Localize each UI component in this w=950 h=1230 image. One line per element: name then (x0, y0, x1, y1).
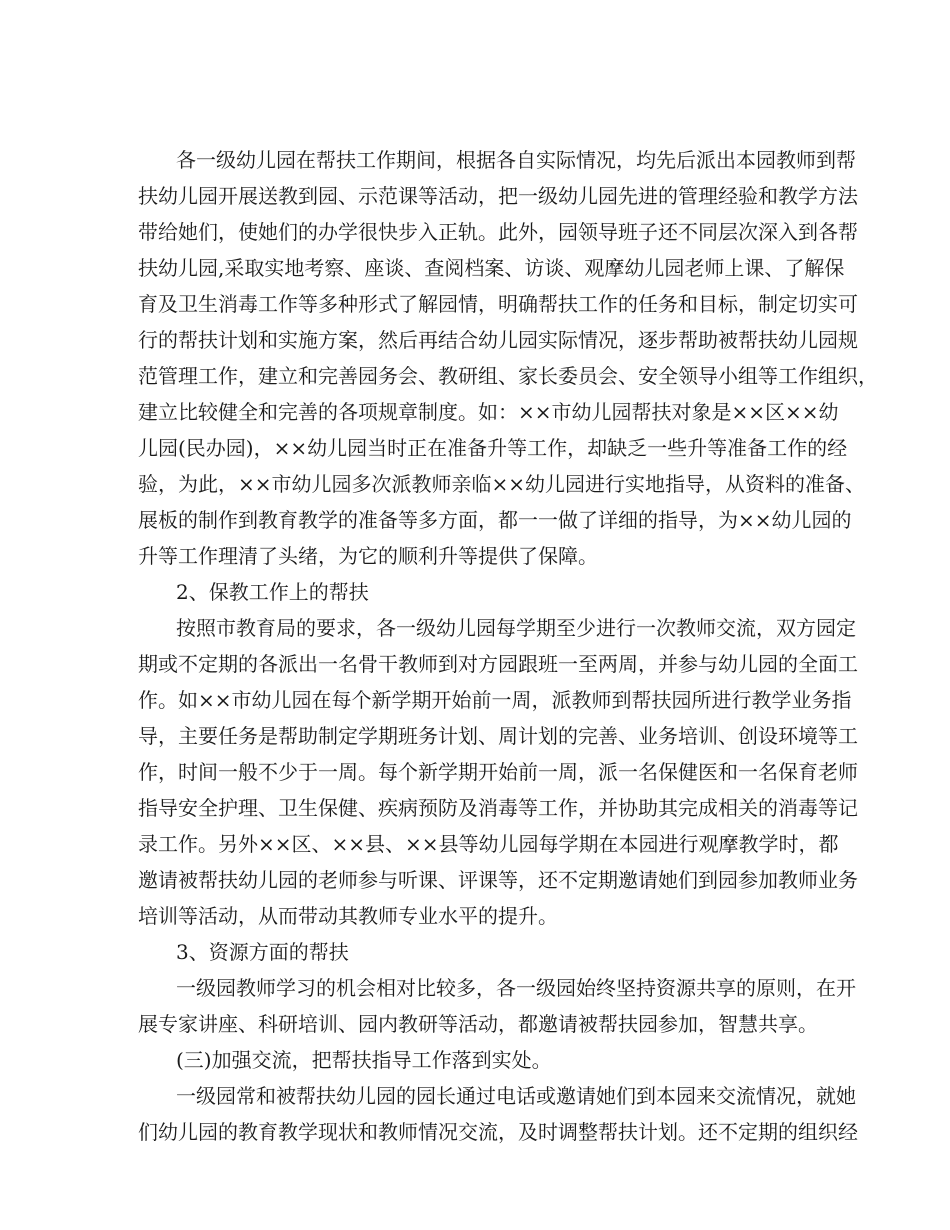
paragraph-line: 一级园教师学习的机会相对比较多，各一级园始终坚持资源共享的原则，在开 (176, 976, 856, 1000)
paragraph-line: 录工作。另外××区、××县、××县等幼儿园每学期在本园进行观摩教学时，都 (138, 832, 839, 856)
paragraph-line: 儿园(民办园)，××幼儿园当时正在准备升等工作，却缺乏一些升等准备工作的经 (138, 436, 848, 460)
paragraph-line: 各一级幼儿园在帮扶工作期间，根据各自实际情况，均先后派出本园教师到帮 (176, 148, 856, 172)
paragraph-line: 扶幼儿园,采取实地考察、座谈、查阅档案、访谈、观摩幼儿园老师上课、了解保 (138, 256, 845, 280)
paragraph-line: 一级园常和被帮扶幼儿园的园长通过电话或邀请她们到本园来交流情况，就她 (176, 1084, 856, 1108)
section-heading: (三)加强交流，把帮扶指导工作落到实处。 (176, 1048, 552, 1072)
paragraph-line: 升等工作理清了头绪，为它的顺利升等提供了保障。 (138, 544, 598, 568)
paragraph-line: 展专家讲座、科研培训、园内教研等活动，都邀请被帮扶园参加，智慧共享。 (138, 1012, 818, 1036)
paragraph-line: 带给她们，使她们的办学很快步入正轨。此外，园领导班子还不同层次深入到各帮 (138, 220, 858, 244)
paragraph-line: 邀请被帮扶幼儿园的老师参与听课、评课等，还不定期邀请她们到园参加教师业务 (138, 868, 858, 892)
paragraph-line: 验，为此，××市幼儿园多次派教师亲临××幼儿园进行实地指导，从资料的准备、 (138, 472, 866, 496)
paragraph-line: 作，时间一般不少于一周。每个新学期开始前一周，派一名保健医和一名保育老师 (138, 760, 858, 784)
section-heading: 2、保教工作上的帮扶 (176, 580, 369, 604)
paragraph-line: 指导安全护理、卫生保健、疾病预防及消毒等工作，并协助其完成相关的消毒等记 (138, 796, 858, 820)
paragraph-line: 育及卫生消毒工作等多种形式了解园情，明确帮扶工作的任务和目标，制定切实可 (138, 292, 858, 316)
paragraph-line: 展板的制作到教育教学的准备等多方面，都一一做了详细的指导，为××幼儿园的 (138, 508, 852, 532)
paragraph-line: 期或不定期的各派出一名骨干教师到对方园跟班一至两周，并参与幼儿园的全面工 (138, 652, 858, 676)
paragraph-line: 培训等活动，从而带动其教师专业水平的提升。 (138, 904, 558, 928)
paragraph-line: 范管理工作，建立和完善园务会、教研组、家长委员会、安全领导小组等工作组织， (138, 364, 878, 388)
paragraph-line: 扶幼儿园开展送教到园、示范课等活动，把一级幼儿园先进的管理经验和教学方法 (138, 184, 858, 208)
paragraph-line: 行的帮扶计划和实施方案，然后再结合幼儿园实际情况，逐步帮助被帮扶幼儿园规 (138, 328, 858, 352)
paragraph-line: 们幼儿园的教育教学现状和教师情况交流，及时调整帮扶计划。还不定期的组织经 (138, 1120, 858, 1144)
paragraph-line: 作。如××市幼儿园在每个新学期开始前一周，派教师到帮扶园所进行教学业务指 (138, 688, 852, 712)
section-heading: 3、资源方面的帮扶 (176, 940, 349, 964)
paragraph-line: 按照市教育局的要求，各一级幼儿园每学期至少进行一次教师交流，双方园定 (176, 616, 856, 640)
paragraph-line: 导，主要任务是帮助制定学期班务计划、周计划的完善、业务培训、创设环境等工 (138, 724, 858, 748)
paragraph-line: 建立比较健全和完善的各项规章制度。如：××市幼儿园帮扶对象是××区××幼 (138, 400, 839, 424)
